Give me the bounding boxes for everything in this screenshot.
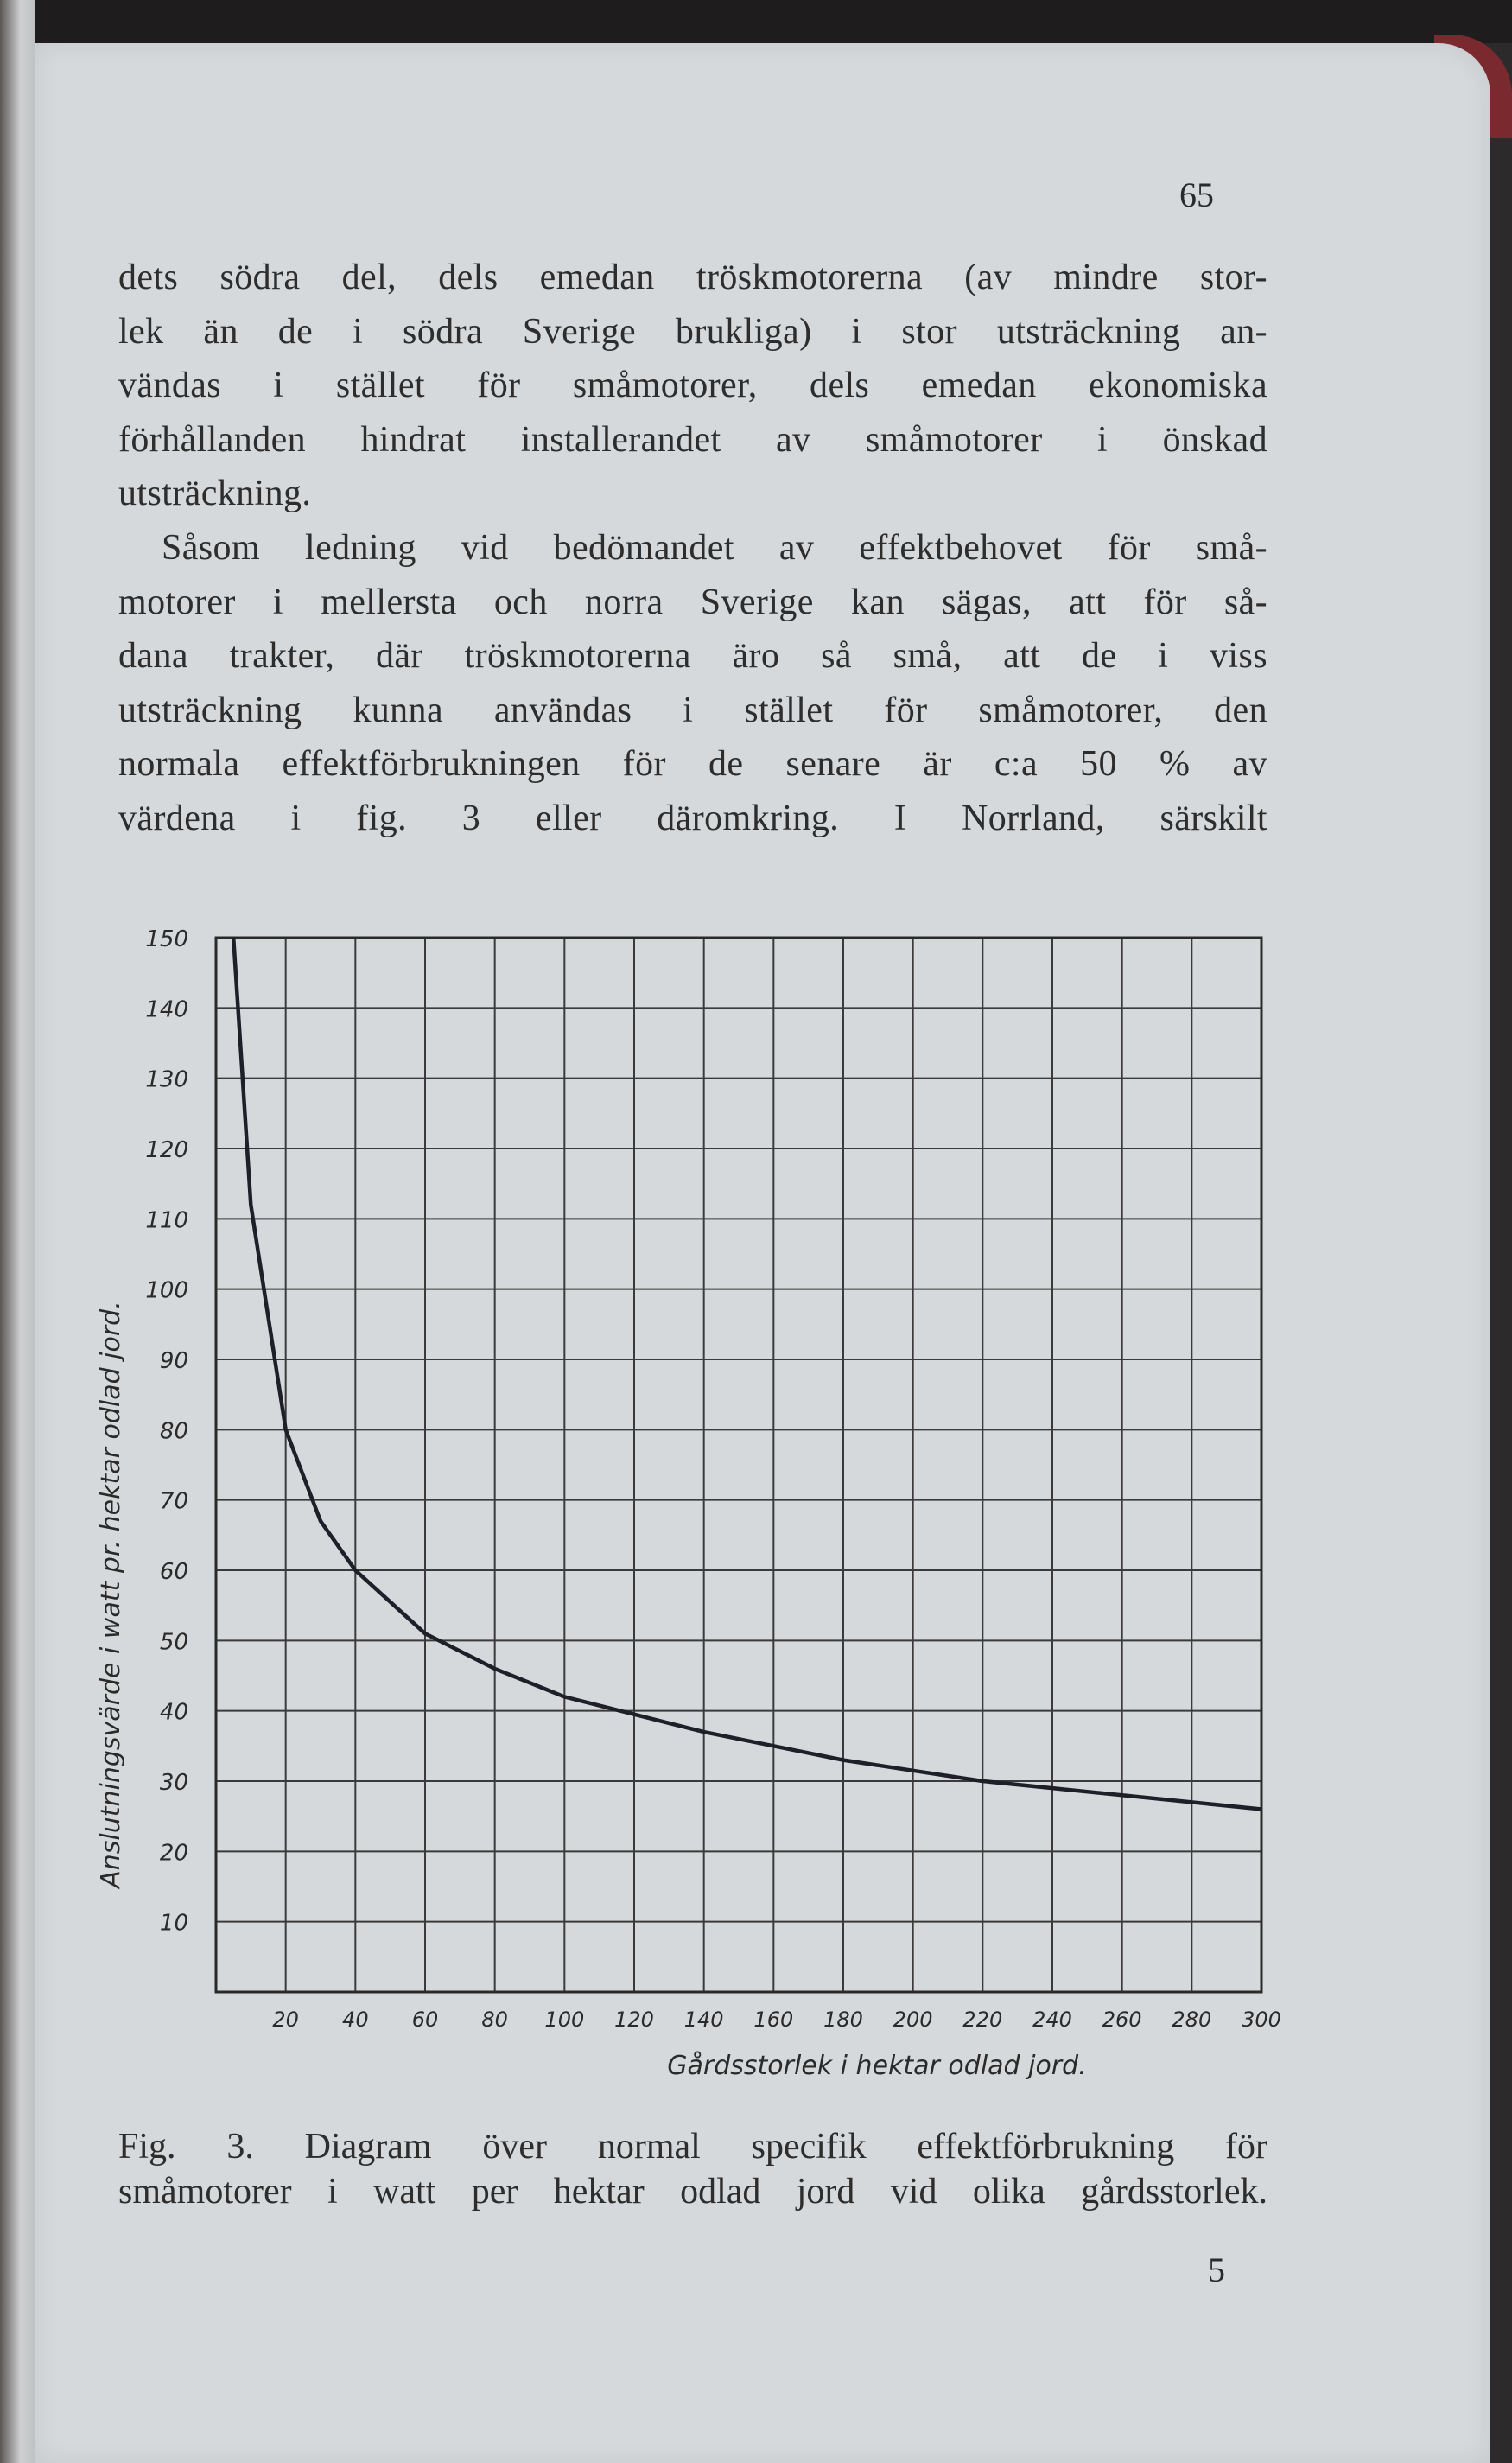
y-axis-label: Anslutningsvärde i watt pr. hektar odlad jord. xyxy=(96,1301,126,1888)
text-line: motorer i mellersta och norra Sverige kan sägas, att för så- xyxy=(118,582,1267,622)
caption-line: Fig. 3. Diagram över normal specifik effektförbrukning för xyxy=(118,2127,1267,2167)
text-line: dets södra del, dels emedan tröskmotorerna (av mindre stor- xyxy=(118,258,1267,297)
y-tick-label: 30 xyxy=(159,1770,188,1796)
text-line: utsträckning. xyxy=(118,474,312,514)
text-line: vändas i stället för småmotorer, dels emedan ekonomiska xyxy=(118,366,1267,406)
x-tick-label: 300 xyxy=(1242,2008,1281,2032)
text-line: värdena i fig. 3 eller däromkring. I Norrland, särskilt xyxy=(118,798,1267,838)
x-tick-label: 40 xyxy=(342,2008,369,2032)
y-tick-label: 80 xyxy=(159,1418,188,1445)
series-line xyxy=(233,938,1261,1810)
y-tick-label: 20 xyxy=(159,1840,188,1867)
y-tick-label: 40 xyxy=(159,1699,188,1726)
y-tick-label: 110 xyxy=(145,1207,188,1234)
text-line: utsträckning kunna användas i stället för småmotorer, den xyxy=(118,690,1267,730)
text-line: Såsom ledning vid bedömandet av effektbehovet för små- xyxy=(162,527,1267,568)
y-tick-label: 140 xyxy=(145,996,188,1023)
y-tick-label: 100 xyxy=(145,1277,188,1304)
x-tick-label: 240 xyxy=(1032,2008,1072,2032)
x-tick-label: 120 xyxy=(614,2008,654,2032)
y-tick-label: 150 xyxy=(145,926,188,952)
text-line: förhållanden hindrat installerandet av småmotorer i önskad xyxy=(118,419,1267,460)
x-axis-label: Gårdsstorlek i hektar odlad jord. xyxy=(667,2051,1087,2081)
x-tick-label: 60 xyxy=(411,2008,439,2032)
figure-caption xyxy=(118,2124,1267,2214)
y-tick-label: 50 xyxy=(159,1629,188,1656)
y-tick-labels xyxy=(145,926,188,1937)
page-number: 65 xyxy=(1179,175,1214,214)
y-tick-label: 70 xyxy=(159,1488,188,1515)
caption-line: småmotorer i watt per hektar odlad jord vid olika gårdsstorlek. xyxy=(118,2172,1267,2212)
text-line: normala effektförbrukningen för de senare är c:a 50 % av xyxy=(118,744,1267,785)
chart-grid xyxy=(216,938,1261,1992)
x-tick-labels xyxy=(272,2008,1281,2032)
x-tick-label: 260 xyxy=(1102,2008,1142,2032)
y-tick-label: 130 xyxy=(145,1066,188,1093)
y-tick-label: 120 xyxy=(145,1137,188,1163)
x-tick-label: 220 xyxy=(962,2008,1003,2032)
x-tick-label: 140 xyxy=(683,2008,724,2032)
y-tick-label: 10 xyxy=(159,1910,188,1937)
x-tick-label: 160 xyxy=(753,2008,794,2032)
x-tick-label: 180 xyxy=(823,2008,863,2032)
x-tick-label: 20 xyxy=(272,2008,299,2032)
text-line: dana trakter, där tröskmotorerna äro så små, att de i viss xyxy=(118,636,1267,677)
x-tick-label: 100 xyxy=(544,2008,585,2032)
text-line: lek än de i södra Sverige brukliga) i stor utsträckning an- xyxy=(118,311,1267,352)
x-tick-label: 280 xyxy=(1172,2008,1212,2032)
signature-mark: 5 xyxy=(1208,2250,1225,2289)
y-tick-label: 90 xyxy=(159,1348,188,1374)
y-tick-label: 60 xyxy=(159,1559,188,1585)
x-tick-label: 200 xyxy=(893,2008,933,2032)
plot-frame xyxy=(216,938,1261,1992)
x-tick-label: 80 xyxy=(481,2008,508,2032)
